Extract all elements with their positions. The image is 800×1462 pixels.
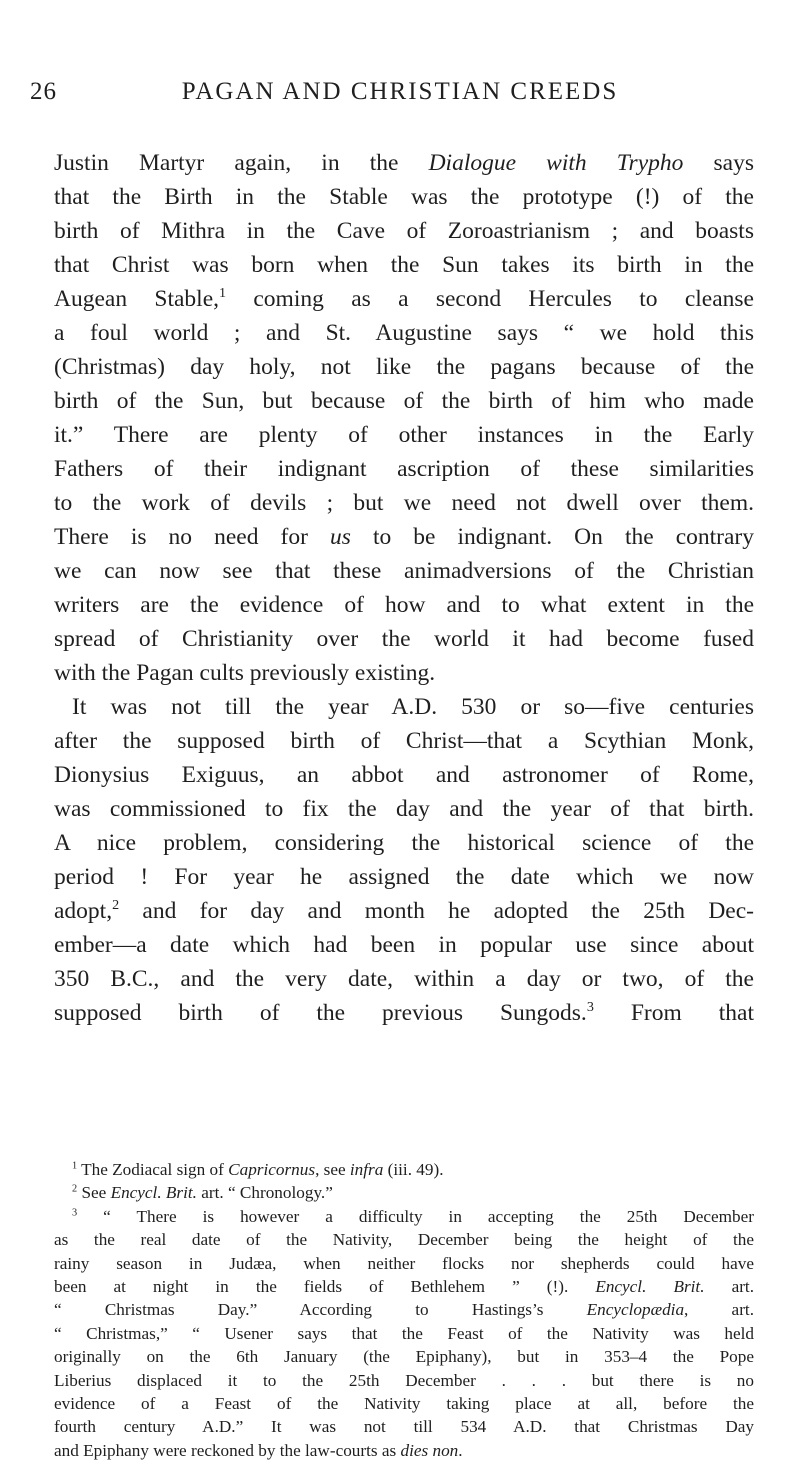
footnote-line: as the real date of the Nativity, December being the height of the: [54, 1230, 754, 1250]
footnote-line: “ Christmas,” “ Usener says that the Feast of the Nativity was held: [54, 1323, 754, 1343]
footnote-line: $^1$ The Zodiacal sign of Capricornus, see infra (iii. 49).: [72, 1160, 444, 1179]
footnote-line: “ Christmas Day.” According to Hastings’s Encyclopædia, art.: [54, 1300, 754, 1320]
footnote-line: originally on the 6th January (the Epiphany), but in 353–4 the Pope: [54, 1347, 754, 1367]
footnotes: [54, 1158, 754, 1462]
body-line: Justin Martyr again, in the Dialogue with Trypho says: [54, 150, 755, 176]
footnote-line: and Epiphany were reckoned by the law-courts as dies non.: [54, 1440, 463, 1460]
body-line: birth of the Sun, but because of the birth of him who made: [54, 388, 754, 414]
page-header: [30, 78, 770, 128]
body-line: adopt,$^2$ and for day and month he adopted the 25th Dec-: [54, 897, 754, 924]
body-line: 350 B.C., and the very date, within a day or two, of the: [54, 966, 754, 992]
footnote-line: Liberius displaced it to the 25th December . . . but there is no: [54, 1370, 754, 1390]
body-line: we can now see that these animadversions of the Christian: [54, 558, 754, 584]
body-line: that Christ was born when the Sun takes its birth in the: [54, 252, 754, 278]
footnote-line: fourth century A.D.” It was not till 534 A.D. that Christmas Day: [54, 1417, 754, 1437]
body-text: [54, 146, 754, 1030]
footnote-line: rainy season in Judæa, when neither flocks nor shepherds could have: [54, 1253, 754, 1273]
footnote-line: evidence of a Feast of the Nativity taking place at all, before the: [54, 1393, 754, 1413]
body-line: It was not till the year A.D. 530 or so—five centuries: [72, 694, 754, 720]
page-number: 26: [30, 78, 57, 105]
body-line: after the supposed birth of Christ—that a Scythian Monk,: [54, 728, 754, 754]
body-line: Fathers of their indignant ascription of these similarities: [54, 456, 754, 482]
body-line: that the Birth in the Stable was the prototype (!) of the: [54, 184, 754, 210]
body-line: (Christmas) day holy, not like the pagans because of the: [54, 354, 754, 380]
body-line: writers are the evidence of how and to what extent in the: [54, 592, 754, 618]
body-line: ember—a date which had been in popular use since about: [54, 932, 754, 958]
footnote-line: been at night in the fields of Bethlehem ” (!). Encycl. Brit. art.: [54, 1276, 754, 1296]
footnote-line: $^2$ See Encycl. Brit. art. “ Chronology.”: [72, 1183, 333, 1203]
body-line: Augean Stable,$^1$ coming as a second Hercules to cleanse: [54, 285, 754, 312]
body-line: A nice problem, considering the historical science of the: [54, 830, 754, 856]
running-title: PAGAN AND CHRISTIAN CREEDS: [181, 78, 619, 105]
body-line: it.” There are plenty of other instances in the Early: [54, 422, 754, 448]
body-line: a foul world ; and St. Augustine says “ we hold this: [54, 320, 754, 346]
body-line: period ! For year he assigned the date which we now: [54, 864, 754, 890]
footnote-line: $^3$ “ There is however a difficulty in accepting the 25th December: [72, 1206, 754, 1226]
body-line: supposed birth of the previous Sungods.$^3$ From that: [54, 999, 754, 1026]
body-line: spread of Christianity over the world it had become fused: [54, 626, 754, 652]
body-line: to the work of devils ; but we need not dwell over them.: [54, 490, 754, 516]
body-line: with the Pagan cults previously existing.: [54, 660, 436, 686]
body-line: Dionysius Exiguus, an abbot and astronomer of Rome,: [54, 762, 754, 788]
body-line: There is no need for us to be indignant. On the contrary: [54, 524, 755, 550]
body-line: birth of Mithra in the Cave of Zoroastrianism ; and boasts: [54, 218, 754, 244]
body-line: was commissioned to fix the day and the year of that birth.: [54, 796, 754, 822]
